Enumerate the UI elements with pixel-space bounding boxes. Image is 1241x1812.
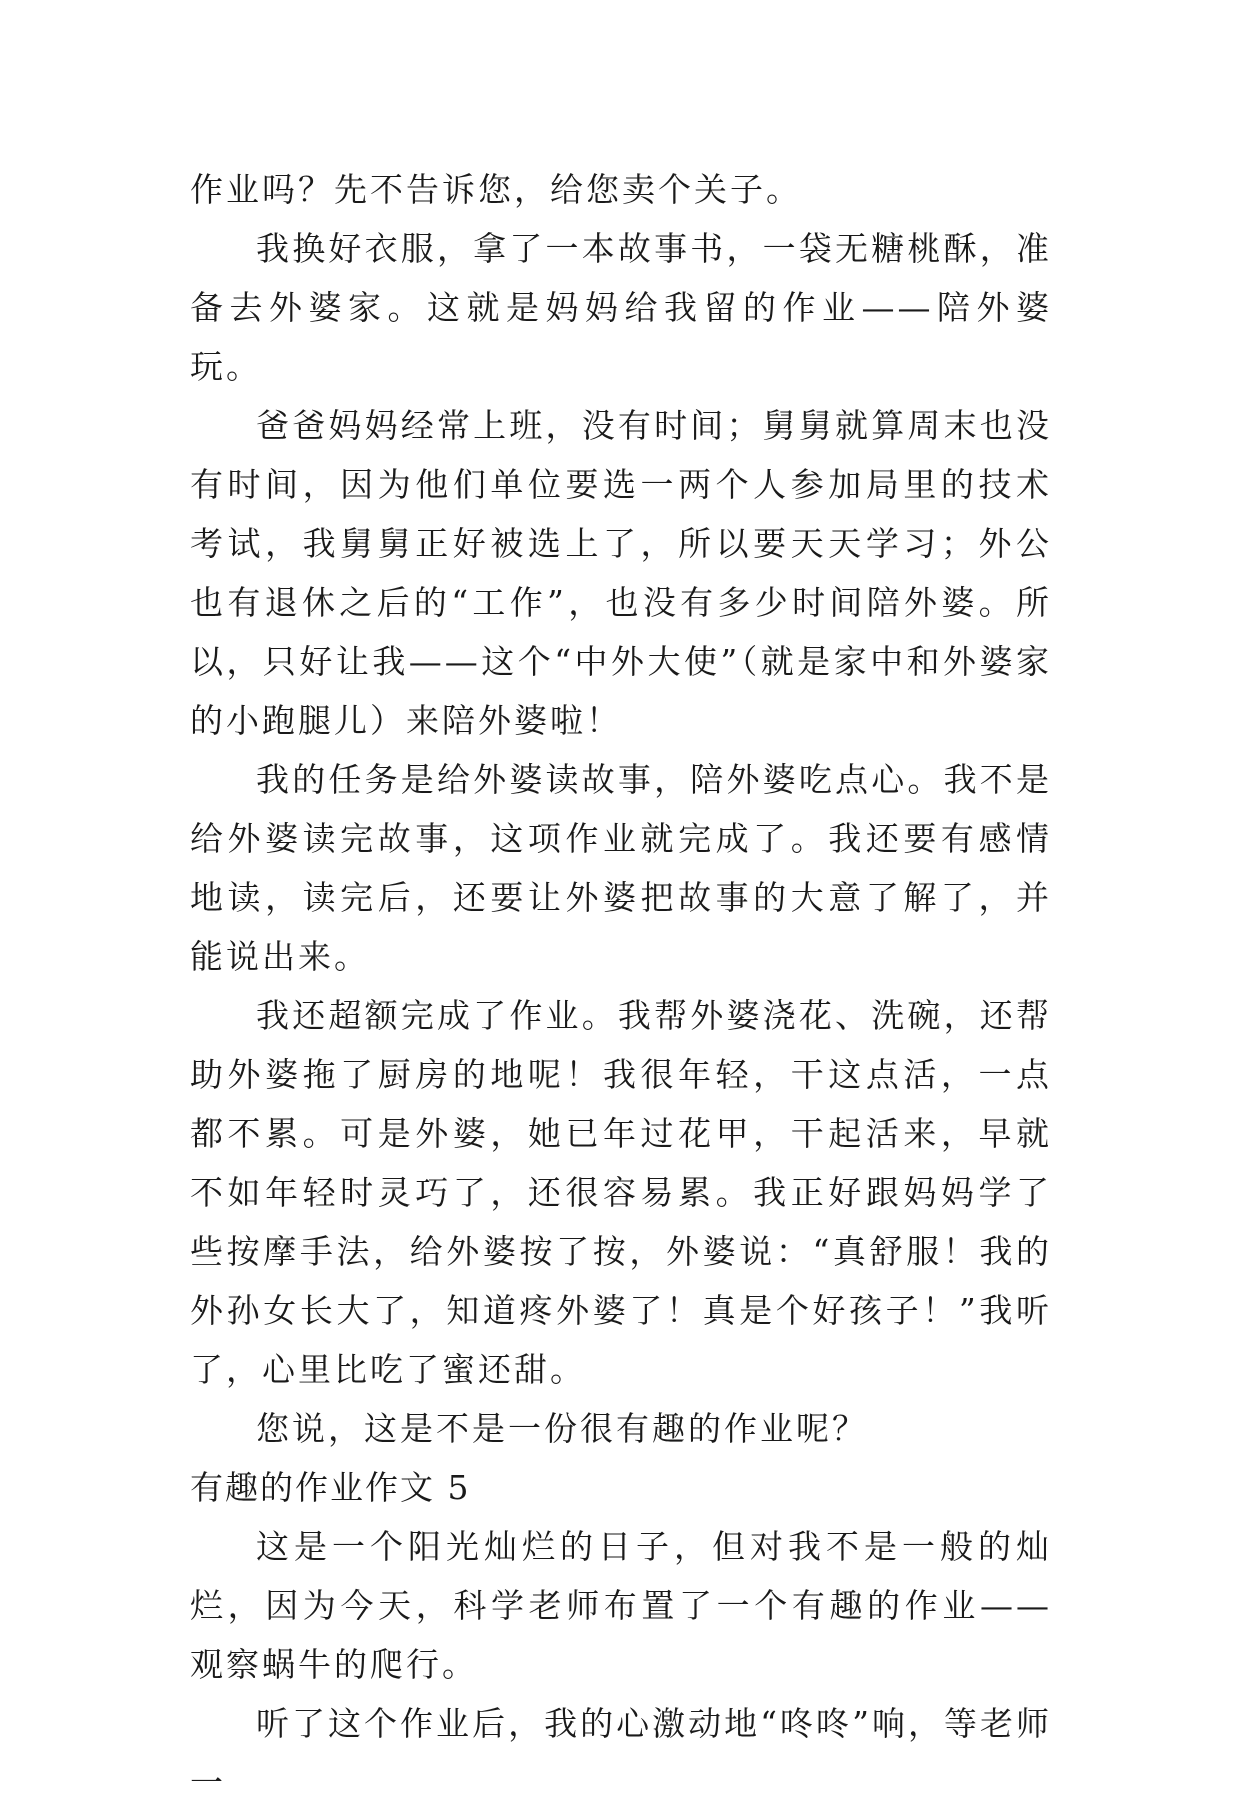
paragraph: 我的任务是给外婆读故事，陪外婆吃点心。我不是给外婆读完故事，这项作业就完成了。我还要有感情地读，读完后，还要让外婆把故事的大意了解了，并能说出来。 [190, 760, 1052, 976]
paragraph: 这是一个阳光灿烂的日子，但对我不是一般的灿烂，因为今天，科学老师布置了一个有趣的作业——观察蜗牛的爬行。 [190, 1527, 1052, 1684]
paragraph: 我换好衣服，拿了一本故事书，一袋无糖桃酥，准备去外婆家。这就是妈妈给我留的作业——陪外婆玩。 [190, 229, 1052, 386]
paragraph-continuation: 作业吗？先不告诉您，给您卖个关子。 [190, 170, 802, 209]
paragraph: 我还超额完成了作业。我帮外婆浇花、洗碗，还帮助外婆拖了厨房的地呢！我很年轻，干这点活，一点都不累。可是外婆，她已年过花甲，干起活来，早就不如年轻时灵巧了，还很容易累。我正好跟妈妈学了些按摩手法，给外婆按了按，外婆说：“真舒服！我的外孙女长大了，知道疼外婆了！真是个好孩子！”我听了，心里比吃了蜜还甜。 [190, 996, 1052, 1389]
document-body [190, 160, 1052, 1812]
paragraph: 您说，这是不是一份很有趣的作业呢？ [256, 1409, 868, 1448]
paragraph: 听了这个作业后，我的心激动地“咚咚”响，等老师一 [190, 1704, 1052, 1802]
paragraph: 爸爸妈妈经常上班，没有时间；舅舅就算周末也没有时间，因为他们单位要选一两个人参加局里的技术考试，我舅舅正好被选上了，所以要天天学习；外公也有退休之后的“工作”，也没有多少时间陪外婆。所以，只好让我——这个“中外大使”（就是家中和外婆家的小跑腿儿）来陪外婆啦！ [190, 406, 1052, 740]
section-heading: 有趣的作业作文 5 [190, 1468, 471, 1507]
